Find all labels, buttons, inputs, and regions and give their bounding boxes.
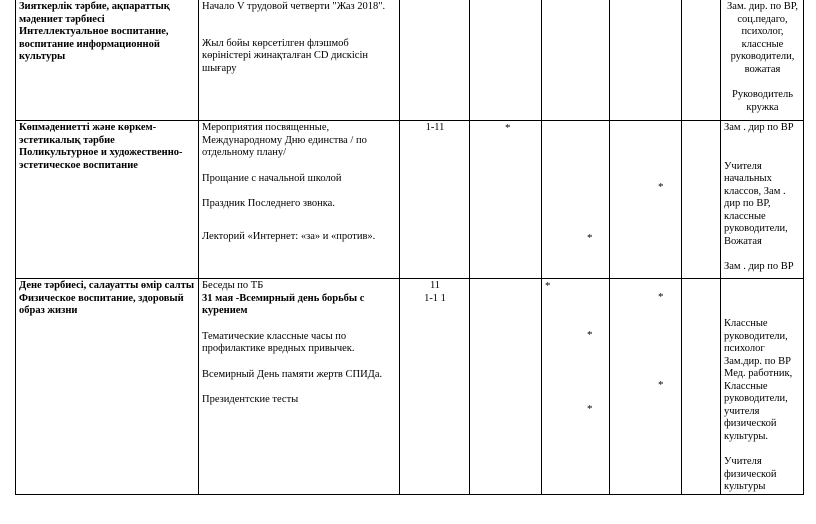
classes-value: 11 [429,280,441,291]
classes-value: 1-1 1 [424,292,446,304]
mark-star: * [545,280,551,292]
month-cell [542,0,610,121]
direction-kz: Зияткерлік тәрбие, ақпараттық мәдениет тәрбиесі [19,1,170,25]
month-cell [470,279,542,495]
mark-star: * [505,122,511,134]
event-item: Жыл бойы көрсетілген флэшмоб көріністері жинақталған CD дискісін шығару [202,37,368,74]
events-cell [199,121,400,279]
event-item: Тематические классные часы по профилактике вредных привычек. [202,330,355,354]
table-row [16,279,804,495]
responsible-cell [721,279,804,495]
mark-star: * [587,403,593,415]
table-row [16,0,804,121]
month-cell [610,121,682,279]
event-item: Начало V трудовой четверти "Жаз 2018". [202,1,386,12]
table-row [16,121,804,279]
month-cell [682,279,721,495]
event-item-highlight: 31 мая -Всемирный день борьбы с курением [202,292,365,316]
responsible-item: Зам . дир по ВР [724,261,794,272]
mark-star: * [587,329,593,341]
month-cell [682,0,721,121]
responsible-cell [721,0,804,121]
month-cell [542,279,610,495]
month-cell [470,0,542,121]
event-item: Прощание с начальной школой [202,172,342,184]
direction-cell [16,121,199,279]
responsible-cell [721,121,804,279]
events-cell [199,0,400,121]
month-cell [682,121,721,279]
month-cell [470,121,542,279]
event-item: Беседы по ТБ [202,280,264,291]
month-cell [610,0,682,121]
responsible-item: Учителя физической культуры [724,456,777,492]
event-item: Лекторий «Интернет: «за» и «против». [202,230,376,242]
direction-cell [16,0,199,121]
month-cell [542,121,610,279]
event-item: Мероприятия посвященные, Международному Дню единства / по отдельному плану/ [202,122,367,158]
direction-ru: Физическое воспитание, здоровый образ жизни [19,292,184,316]
direction-ru: Поликультурное и художественно- эстетическое воспитание [19,147,183,171]
direction-kz: Дене тәрбиесі, салауатты өмір салты [19,280,195,291]
responsible-item: Классные руководители, психолог Зам.дир. по ВР Мед. работник, Классные руководители, учителя физической культуры. [724,318,793,442]
responsible-item: Зам . дир по ВР [724,122,794,133]
events-cell [199,279,400,495]
plan-table [15,0,804,495]
mark-star: * [658,291,664,303]
mark-star: * [658,181,664,193]
responsible-item: Руководитель кружка [732,89,793,113]
mark-star: * [658,379,664,391]
classes-value: 1-11 [425,122,445,133]
month-cell [610,279,682,495]
direction-kz: Көпмәдениетті және көркем-эстетикалық тәрбие [19,122,157,146]
mark-star: * [587,232,593,244]
responsible-item: Зам. дир. по ВР, соц.педаго, психолог, классные руководители, вожатая [727,1,798,75]
direction-ru: Интеллектуальное воспитание, воспитание информационной культуры [19,26,169,62]
direction-cell [16,279,199,495]
responsible-item: Учителя начальных классов, Зам . дир по ВР, классные руководители, Вожатая [724,160,788,247]
event-item: Всемирный День памяти жертв СПИДа. [202,368,383,380]
classes-cell [400,279,470,495]
event-item: Президентские тесты [202,394,299,405]
classes-cell [400,121,470,279]
classes-cell [400,0,470,121]
event-item: Праздник Последнего звонка. [202,198,335,209]
